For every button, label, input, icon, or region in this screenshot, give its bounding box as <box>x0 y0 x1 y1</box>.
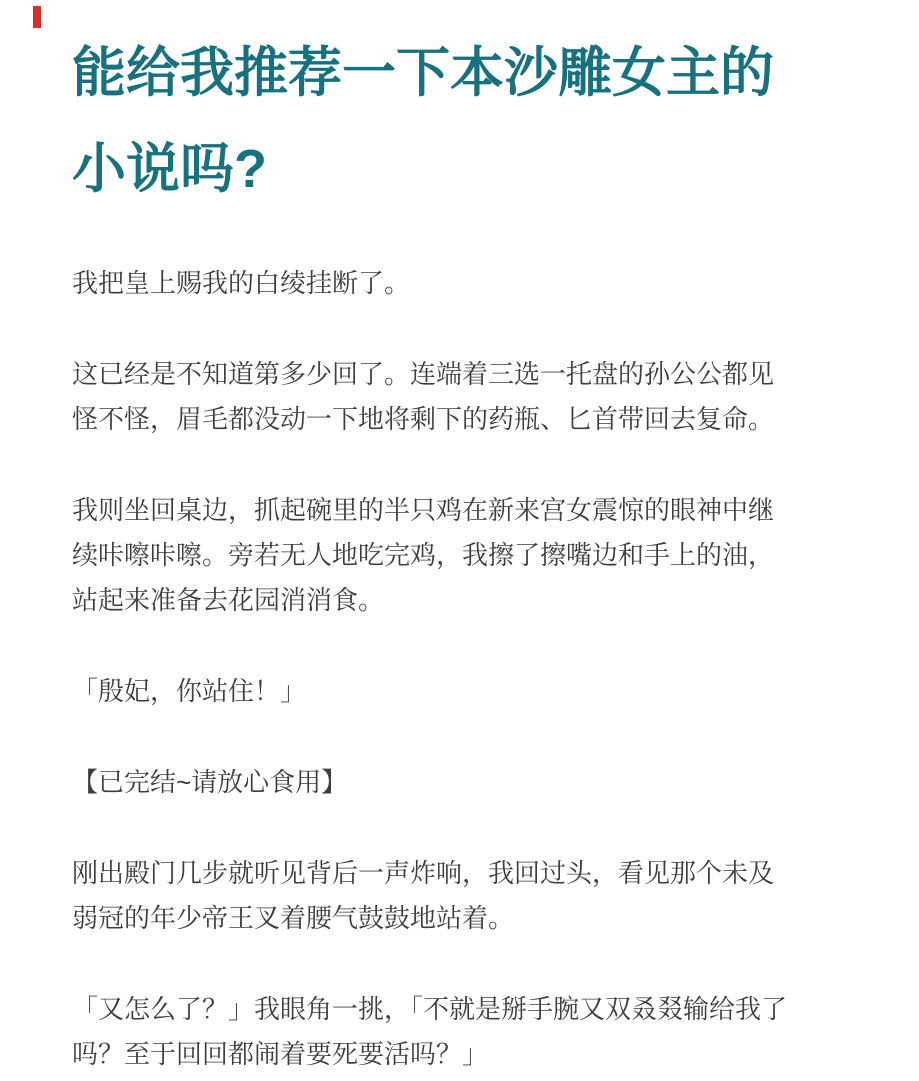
paragraph-4: 「殷妃，你站住！」 <box>72 676 307 706</box>
paragraph-3: 我则坐回桌边，抓起碗里的半只鸡在新来宫女震惊的眼神中继续咔嚓咔嚓。旁若无人地吃完鸡，我擦了擦嘴边和手上的油，站起来准备去花园消消食。 <box>72 495 775 615</box>
paragraph-7: 「又怎么了？」我眼角一挑，「不就是掰手腕又双叒叕输给我了吗？至于回回都闹着要死要活吗？」 <box>72 994 788 1069</box>
paragraph-1: 我把皇上赐我的白绫挂断了。 <box>72 268 411 298</box>
paragraph-2: 这已经是不知道第多少回了。连端着三选一托盘的孙公公都见怪不怪，眉毛都没动一下地将剩下的药瓶、匕首带回去复命。 <box>72 359 775 434</box>
red-accent-marker <box>33 6 41 28</box>
article-body <box>72 261 919 1077</box>
paragraph-5: 【已完结~请放心食用】 <box>72 767 348 797</box>
question-title: 能给我推荐一下本沙雕女主的小说吗? <box>72 43 774 199</box>
paragraph-6: 刚出殿门几步就听见背后一声炸响，我回过头，看见那个未及弱冠的年少帝王叉着腰气鼓鼓地站着。 <box>72 858 775 933</box>
